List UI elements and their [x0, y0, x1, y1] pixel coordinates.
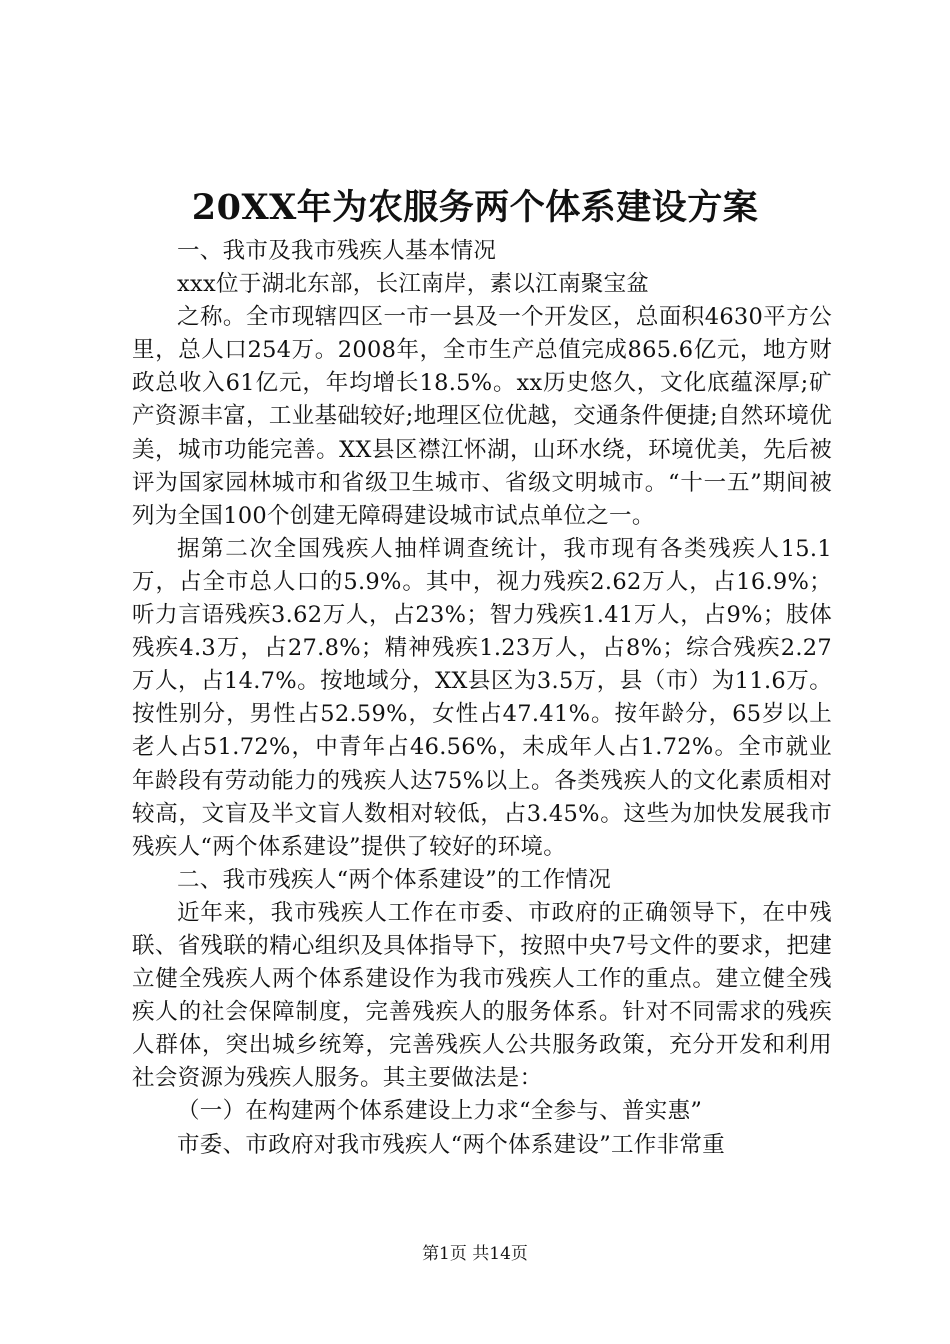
paragraph-disability-statistics: 据第二次全国残疾人抽样调查统计，我市现有各类残疾人15.1万，占全市总人口的5.9%。其中，视力残疾2.62万人，占16.9%；听力言语残疾3.62万人，占23%；智力残疾1.41万人，占9%；肢体残疾4.3万，占27.8%；精神残疾1.23万人，占8%；综合残疾2.27万人，占14.7%。按地域分，XX县区为3.5万，县（市）为11.6万。按性别分，男性占52.59%，女性占47.41%。按年龄分，65岁以上老人占51.72%，中青年占46.56%，未成年人占1.72%。全市就业年龄段有劳动能力的残疾人达75%以上。各类残疾人的文化素质相对较高，文盲及半文盲人数相对较低，占3.45%。这些为加快发展我市残疾人“两个体系建设”提供了较好的环境。: [132, 535, 832, 860]
section-heading-2: 二、我市残疾人“两个体系建设”的工作情况: [177, 866, 612, 893]
paragraph-work-overview: 近年来，我市残疾人工作在市委、市政府的正确领导下，在中残联、省残联的精心组织及具体指导下，按照中央7号文件的要求，把建立健全残疾人两个体系建设作为我市残疾人工作的重点。建立健全残疾人的社会保障制度，完善残疾人的服务体系。针对不同需求的残疾人群体，突出城乡统筹，完善残疾人公共服务政策，充分开发和利用社会资源为残疾人服务。其主要做法是：: [132, 899, 832, 1092]
subsection-heading-1: （一）在构建两个体系建设上力求“全参与、普实惠”: [177, 1098, 703, 1125]
page-footer: 第1页 共14页: [422, 1244, 528, 1264]
paragraph-intro-line: xxx位于湖北东部，长江南岸，素以江南聚宝盆: [177, 271, 650, 298]
document-title: 20XX年为农服务两个体系建设方案: [191, 187, 759, 228]
document-body: [132, 235, 832, 1162]
section-heading-1: 一、我市及我市残疾人基本情况: [177, 238, 497, 264]
paragraph-city-overview: 之称。全市现辖四区一市一县及一个开发区，总面积4630平方公里，总人口254万。2008年，全市生产总值完成865.6亿元，地方财政总收入61亿元，年均增长18.5%。xx历史悠久，文化底蕴深厚;矿产资源丰富，工业基础较好;地理区位优越，交通条件便捷;自然环境优美，城市功能完善。XX县区襟江怀湖，山环水绕，环境优美，先后被评为国家园林城市和省级卫生城市、省级文明城市。“十一五”期间被列为全国100个创建无障碍建设城市试点单位之一。: [132, 304, 832, 529]
paragraph-continuation: 市委、市政府对我市残疾人“两个体系建设”工作非常重: [177, 1131, 726, 1158]
